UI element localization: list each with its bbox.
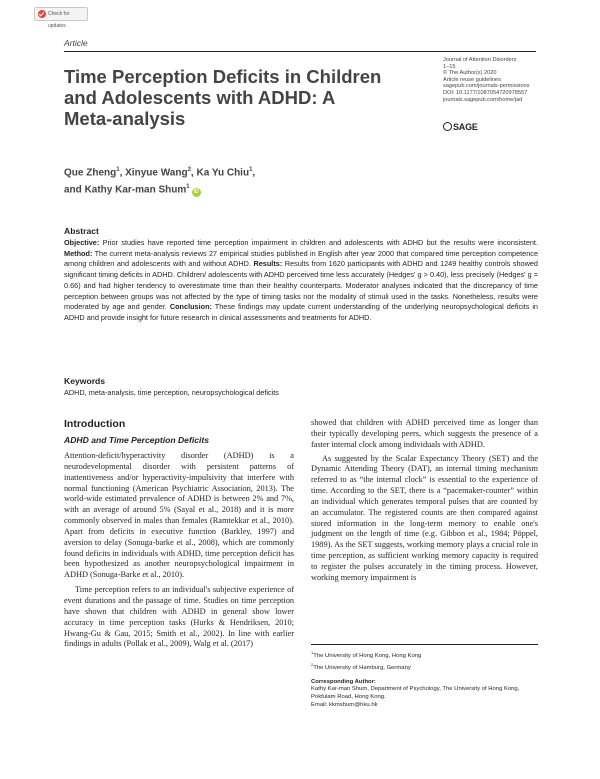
orcid-icon[interactable]: iD: [193, 188, 199, 195]
body-paragraph: As suggested by the Scalar Expectancy Theory (SET) and the Dynamic Attending Theory (DAT), an internal timing mechanism referred to as “the internal clock” is essential to the experience of time. According to the SET, there is a “pacemaker-counter” within an individual which generates temporal pulses that are counted by an accumulator. The registered counts are then compared against stored information in the long-term memory to enable one's judgment on the length of time (e.g. Gibbon et al., 1984; Pöppel, 1989). As the SET suggests, working memory plays a crucial role in time perception, as sufficient working memory capacity is required to register the pulses accurately in the timing process. However, working memory impairment is: [311, 453, 538, 582]
body-paragraph: Time perception refers to an individual's subjective experience of event durations and the passage of time. Studies on time perception have shown that children with ADHD in general show lower accuracy in time perception tasks (Hurks & Hendriksen, 2010; Hwang-Gu & Gau, 2015; Smith et al., 2002). In line with earlier findings in adults (Pollak et al., 2009), Walg et al. (2017): [64, 585, 294, 649]
permissions-link[interactable]: sagepub.com/journals-permissions: [443, 83, 530, 90]
article-type-label: Article: [64, 38, 88, 48]
check-for-updates-badge[interactable]: [34, 7, 88, 29]
keywords-list: ADHD, meta-analysis, time perception, neuropsychological deficits: [64, 388, 279, 397]
affiliation-1: $^1$The University of Hong Kong, Hong Kong: [311, 650, 422, 659]
paper-title: Time Perception Deficits in Children and Adolescents with ADHD: A Meta-analysis: [64, 66, 382, 129]
author-line-1: Que Zheng$^1$, Xinyue Wang$^2$, Ka Yu Chiu$^1$,: [64, 167, 256, 179]
section-heading-introduction: Introduction: [64, 418, 126, 430]
copyright: © The Author(s) 2020: [443, 70, 497, 77]
footnotes: [311, 649, 538, 710]
corresponding-author-email[interactable]: Email: kkmshum@hku.hk: [311, 701, 378, 708]
affiliation-2: $^2$The University of Hamburg, Germany: [311, 661, 411, 671]
page-range: 1–15: [443, 63, 456, 70]
check-updates-icon: [38, 10, 46, 18]
journal-name: Journal of Attention Disorders: [443, 57, 517, 63]
journal-meta: [443, 57, 553, 103]
publisher-logo: [443, 122, 478, 132]
body-column-left: [64, 418, 294, 650]
footnote-rule: [311, 644, 538, 645]
check-updates-label: Check for updates: [48, 11, 70, 29]
publisher-name: SAGE: [453, 122, 478, 132]
corresponding-author-heading: Corresponding Author:: [311, 678, 376, 685]
author-list: [64, 163, 364, 198]
corresponding-author-details: Kathy Kar-man Shum, Department of Psychology, The University of Hong Kong, Pokfulam Road, Hong Kong.: [311, 686, 520, 701]
abstract-heading: Abstract: [64, 226, 99, 236]
author-name: Que Zheng: [64, 167, 117, 179]
author-name: Xinyue Wang: [125, 167, 188, 179]
subsection-heading: ADHD and Time Perception Deficits: [64, 435, 210, 445]
author-name: Ka Yu Chiu: [196, 167, 250, 179]
doi[interactable]: DOI: 10.1177/1087054720978557: [443, 89, 528, 96]
reuse-guidelines: Article reuse guidelines:: [443, 76, 503, 83]
body-paragraph: Attention-deficit/hyperactivity disorder (ADHD) is a neurodevelopmental disorder with persistent patterns of inattentiveness and/or hyperactivity-impulsivity that interfere with normal functioning (American Psychiatric Association, 2013). The world-wide estimated prevalence of ADHD is between 2% and 7%, with an average of around 5% (Sayal et al., 2018) and it is more commonly observed in males than females (Ramtekkar et al., 2010). Apart from deficits in executive function (Barkley, 1997) and aversion to delay (Sonuga-barke et al., 2008), which are commonly found deficits in individuals with ADHD, time perception deficit has been hypothesized as another neuropsychological impairment in ADHD (Sonuga-Barke et al., 2010).: [64, 451, 294, 580]
keywords-heading: Keywords: [64, 376, 106, 386]
body-paragraph: showed that children with ADHD perceived time as longer than their typically developing peers, which suggests the presence of a faster internal clock among individuals with ADHD.: [311, 418, 538, 449]
body-column-right: [311, 418, 538, 584]
journal-home-link[interactable]: journals.sagepub.com/home/jad: [443, 96, 523, 103]
sage-logo-icon: [443, 122, 452, 131]
author-name: Kathy Kar-man Shum: [84, 184, 187, 196]
author-line-2: and Kathy Kar-man Shum$^1$iD: [64, 184, 199, 196]
abstract-body: Objective: Prior studies have reported time perception impairment in children and adolescents with ADHD but the results were inconsistent. Method: The current meta-analysis reviews 27 empirical studies published in English after year 2000 that compared time perception competence among children and adolescents with and without ADHD. Results: Results from 1620 participants with ADHD and 1249 healthy controls showed significant timing deficits in ADHD. Children/ adolescents with ADHD perceived time less accurately (Hedges' g > 0.40), less precisely (Hedges' g = 0.66) and had higher tendency to overestimate time than their healthy counterparts. Moderator analyses indicated that the discrepancy of time perception between groups was not affected by the type of timing tasks nor the modality of stimuli used in the tasks. Nonetheless, results were moderated by age and gender. Conclusion: These findings may update current understanding of the underlying neuropsychological deficits in ADHD and provide insight for future research in clinical assessments and treatments for ADHD.: [64, 238, 538, 322]
header-rule: [64, 51, 536, 52]
